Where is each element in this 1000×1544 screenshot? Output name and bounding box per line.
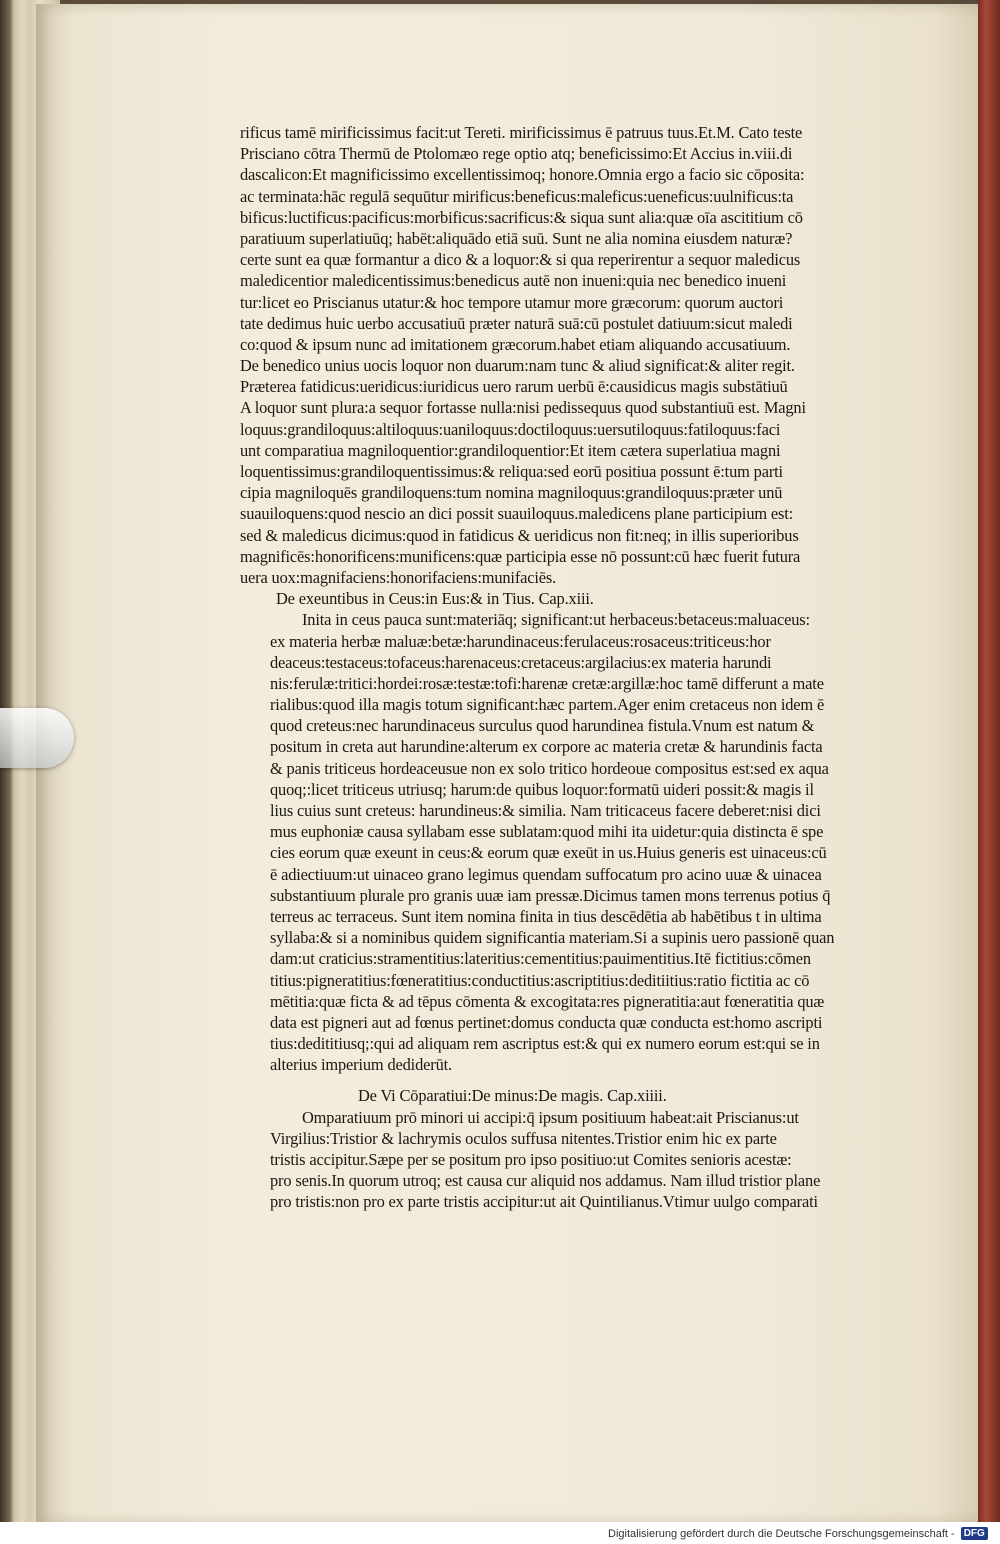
paragraph-continuation xyxy=(240,122,962,588)
chapter-13-line: terreus ac terraceus. Sunt item nomina finita in tius descēdētia ab habētibus t in ultima xyxy=(270,906,822,926)
text-line: sed & maledicus dicimus:quod in fatidicus & ueridicus non fit:neq; in illis superioribus xyxy=(240,525,799,545)
chapter-13-line: substantiuum plurale pro granis uuæ iam pressæ.Dicimus tamen mons terrenus potius q̄ xyxy=(270,885,831,905)
book-cover-edge xyxy=(978,0,1000,1544)
text-line: dascalicon:Et magnificissimo excellentissimoq; honore.Omnia ergo a facio sic cōposita: xyxy=(240,165,805,185)
digitization-credit xyxy=(608,1527,988,1540)
chapter-13-line: Inita in ceus pauca sunt:materiāq; significant:ut herbaceus:betaceus:maluaceus: xyxy=(302,610,810,630)
text-line: paratiuum superlatiuūq; habēt:aliquādo etiā suū. Sunt ne alia nomina eiusdem naturæ? xyxy=(240,228,793,248)
chapter-13-line: dam:ut craticius:stramentitius:lateritius:cementitius:pauimentitius.Itē fictitius:cōmen xyxy=(270,949,811,969)
text-line: tur:licet eo Priscianus utatur:& hoc tempore utamur more græcorum: quorum auctori xyxy=(240,292,784,312)
chapter-14-line: Virgilius:Tristior & lachrymis oculos suffusa nitentes.Tristior enim hic ex parte xyxy=(270,1128,777,1148)
chapter-13-line: mus euphoniæ causa syllabam esse sublatam:quod mihi ita uidetur:quia distincta ē spe xyxy=(270,822,824,842)
text-line: co:quod & ipsum nunc ad imitationem græcorum.habet etiam aliquando accusatiuum. xyxy=(240,334,791,354)
text-line: loquus:grandiloquus:altiloquus:uaniloquus:doctiloquus:uersutiloquus:fatiloquus:faci xyxy=(240,419,781,439)
chapter-13-line: titius:pigneratitius:fœneratitius:conductitius:ascriptitius:deditiitius:ratio fictitia ac cō xyxy=(270,970,810,990)
text-line: certe sunt ea quæ formantur a dico & a loquor:& si qua reperirentur a sequor maledicus xyxy=(240,250,801,270)
text-line: unt comparatiua magniloquentior:grandiloquentior:Et item cætera superlatiua magni xyxy=(240,440,781,460)
text-line: tate dedimus huic uerbo accusatiuū præter naturā suā:cū postulet datiuum:sicut maledi xyxy=(240,313,793,333)
chapter-14-text xyxy=(240,1107,962,1213)
chapter-13-line: quoq;:licet triticeus utriusq; harum:de quibus loquor:formatū uideri possit:& magis il xyxy=(270,779,814,799)
chapter-13-line: & panis triticeus hordeaceusue non ex solo tritico hordeoue compositus est:sed ex aqua xyxy=(270,758,829,778)
text-line: rificus tamē mirificissimus facit:ut Tereti. mirificissimus ē patruus tuus.Et.M. Cato teste xyxy=(240,123,803,142)
text-line: cipia magniloquēs grandiloquens:tum nomina magniloquus:grandiloquus:præter unū xyxy=(240,483,783,503)
text-line: loquentissimus:grandiloquentissimus:& reliqua:sed eorū positiua possunt ē:tum parti xyxy=(240,462,783,481)
text-line: uera uox:magnifaciens:honorifaciens:munifaciēs. xyxy=(240,567,557,587)
text-line: bificus:luctificus:pacificus:morbificus:sacrificus:& siqua sunt alia:quæ oīa ascititium cō xyxy=(240,207,803,227)
chapter-14-line: pro senis.In quorum utroq; est causa cur aliquid nos addamus. Nam illud tristior plane xyxy=(270,1171,821,1191)
chapter-14-line: pro tristis:non pro ex parte tristis accipitur:ut ait Quintilianus.Vtimur uulgo comparati xyxy=(270,1192,818,1212)
text-line: magnificēs:honorificens:munificens:quæ participia esse nō possunt:cū hæc fuerit futura xyxy=(240,546,801,566)
chapter-13-line: tius:dedititiusq;:qui ad aliquam rem ascriptus est:& qui ex numero eorum est:qui se in xyxy=(270,1034,820,1054)
chapter-13-line: data est pigneri aut ad fœnus pertinet:domus conducta quæ conducta est:homo ascripti xyxy=(270,1012,823,1032)
chapter-14-line: tristis accipitur.Sæpe per se positum pro ipso positiuo:ut Comites senioris acestæ: xyxy=(270,1150,792,1169)
chapter-13-line: alterius imperium dediderūt. xyxy=(270,1055,452,1075)
chapter-13-line: nis:ferulæ:tritici:hordei:rosæ:testæ:tofi:harenæ cretæ:argillæ:hoc tamē differunt a mate xyxy=(270,673,824,693)
text-line: ac terminata:hāc regulā sequūtur mirificus:beneficus:maleficus:ueneficus:uulnificus:ta xyxy=(240,186,794,206)
text-line: maledicentior maledicentissimus:benedicus autē non inueni:quia nec benedico inueni xyxy=(240,271,787,291)
text-line: Præterea fatidicus:ueridicus:iuridicus uero rarum uerbū ē:causidicus magis substātiuū xyxy=(240,377,788,397)
page-text xyxy=(240,122,962,1213)
chapter-13-line: rialibus:quod illa magis totum significant:hæc partem.Ager enim cretaceus non idem ē xyxy=(270,695,825,715)
chapter-13-line: deaceus:testaceus:tofaceus:harenaceus:cretaceus:argilacius:ex materia harundi xyxy=(270,652,772,672)
text-line: suauiloquens:quod nescio an dici possit suauiloquus.maledicens plane participium est: xyxy=(240,504,794,524)
chapter-13-line: quod creteus:nec harundinaceus surculus quod harundinea fistula.Vnum est natum & xyxy=(270,716,815,736)
chapter-13-line: positum in creta aut harundine:alterum ex corpore ac materia cretæ & harundinis facta xyxy=(270,737,823,757)
text-line: De benedico unius uocis loquor non duarum:nam tunc & aliud significat:& aliter regit. xyxy=(240,356,795,376)
text-line: Prisciano cōtra Thermū de Ptolomæo rege optio atq; beneficissimo:Et Accius in.viii.di xyxy=(240,144,793,164)
chapter-13-line: cies eorum quæ exeunt in ceus:& eorum quæ exeūt in us.Huius generis est uinaceus:cū xyxy=(270,843,827,863)
chapter-13-text xyxy=(240,609,962,1075)
chapter-13-line: ē adiectiuum:ut uinaceo grano legimus quendam suffocatum pro acino uuæ & uinacea xyxy=(270,864,822,884)
chapter-13-line: syllaba:& si a nominibus quidem significantia materiam.Si a supinis uero passionē quan xyxy=(270,928,835,948)
dfg-logo: DFG xyxy=(961,1527,988,1540)
chapter-13-line: mētitia:quæ ficta & ad tēpus cōmenta & excogitata:res pigneratitia:aut fœneratitia quæ xyxy=(270,991,825,1011)
chapter-13-line: lius cuius sunt creteus: harundineus:& similia. Nam triticaceus facere deberet:nisi dici xyxy=(270,801,821,820)
chapter-14-heading: De Vi Cōparatiui:De minus:De magis. Cap.xiiii. xyxy=(358,1086,667,1106)
chapter-13-heading: De exeuntibus in Ceus:in Eus:& in Tius. Cap.xiii. xyxy=(276,589,594,609)
credit-text: Digitalisierung gefördert durch die Deutsche Forschungsgemeinschaft - xyxy=(608,1527,955,1540)
chapter-13-line: ex materia herbæ maluæ:betæ:harundinaceus:ferulaceus:rosaceus:triticeus:hor xyxy=(270,631,771,651)
page-clip-holder xyxy=(0,708,74,768)
chapter-14-line: Omparatiuum prō minori ui accipi:q̄ ipsum positiuum habeat:ait Priscianus:ut xyxy=(302,1107,799,1127)
text-line: A loquor sunt plura:a sequor fortasse nulla:nisi pedissequus quod substantiuū est. Magni xyxy=(240,398,806,418)
